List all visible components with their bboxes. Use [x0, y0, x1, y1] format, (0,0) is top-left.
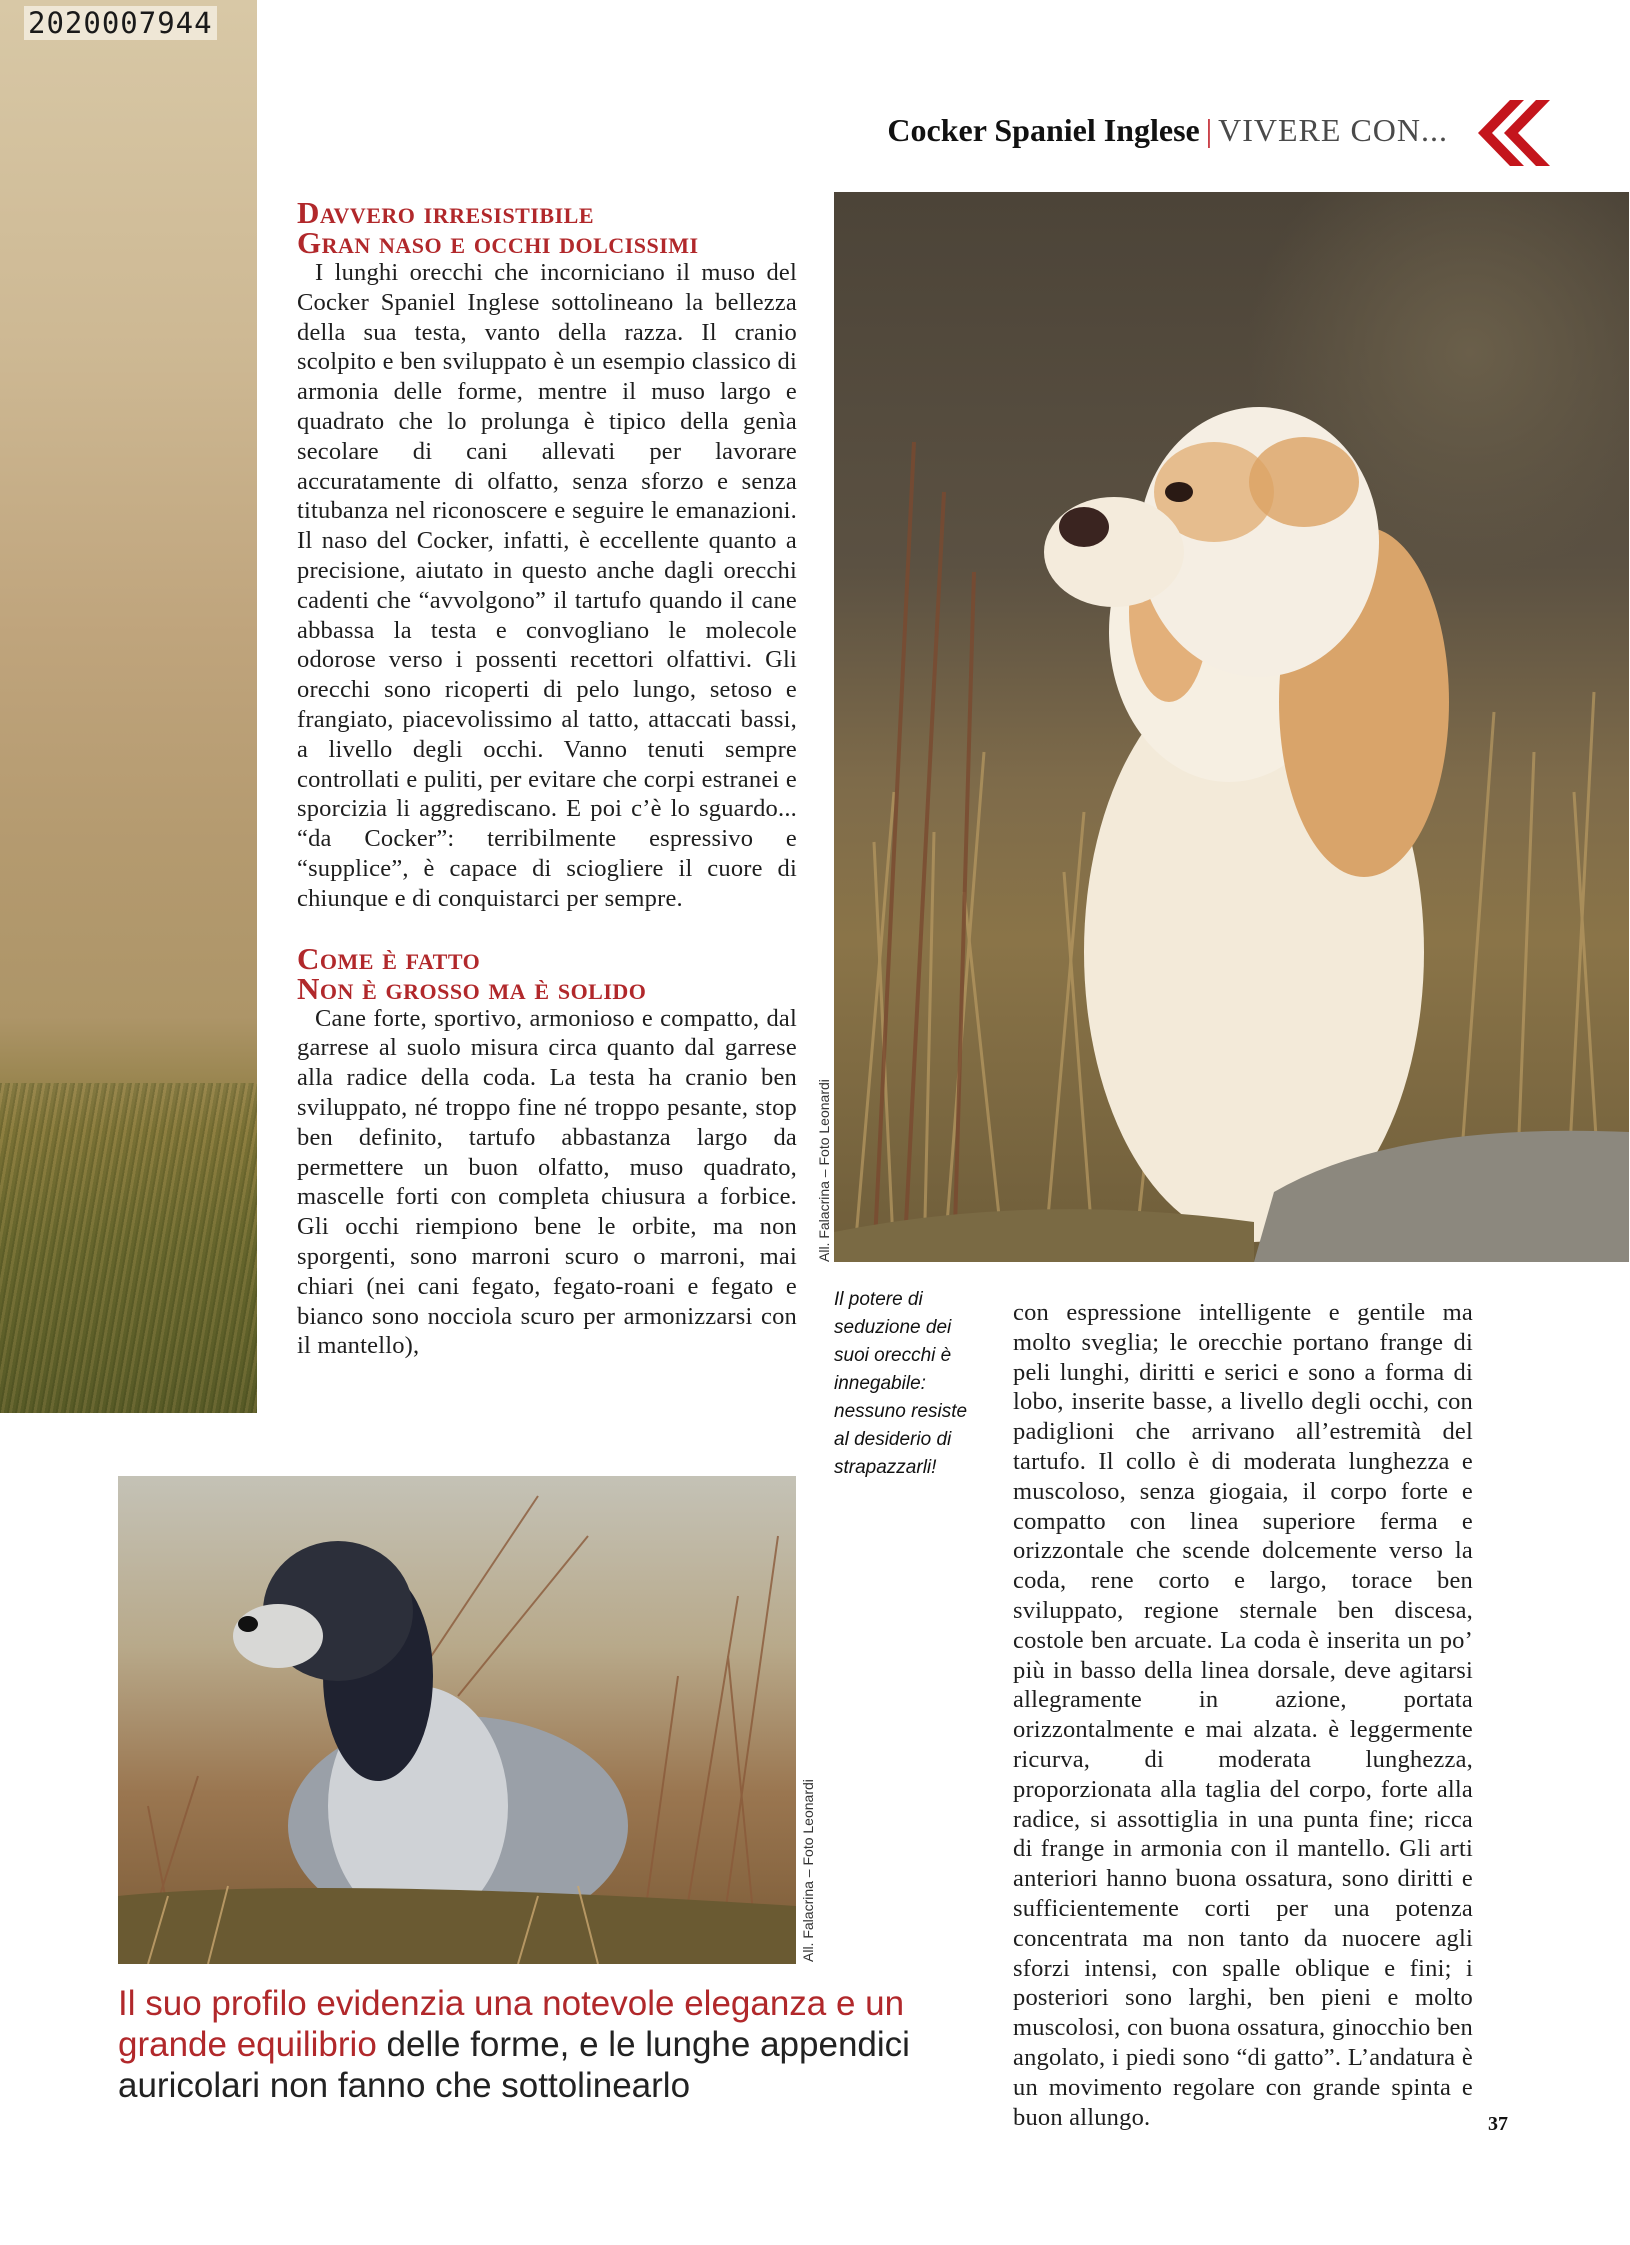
page-number: 37 — [1488, 2113, 1508, 2135]
main-photo-caption: Il potere di seduzione dei suoi orecchi è innegabile: nessuno resiste al desiderio di strapazzarli! — [834, 1289, 968, 1478]
section2-body: Cane forte, sportivo, armonioso e compatto, dal garrese al suolo misura circa quanto dal garrese alla radice della coda. La testa ha cranio ben sviluppato, né troppo fine né troppo pesante, stop ben definito, tartufo abbastanza largo da permettere un buon olfatto, muso quadrato, mascelle forti con completa chiusura a forbice. Gli occhi riempiono bene le orbite, ma non sporgenti, sono marroni scuro o marroni, mai chiari (nei cani fegato, fegato-roani e fegato e bianco sono nocciola scuro per armonizzarsi con il mantello), — [297, 1004, 797, 1360]
header-title: Cocker Spaniel Inglese — [887, 112, 1200, 148]
document-id: 2020007944 — [24, 6, 217, 40]
main-photo-credit: All. Falacrina – Foto Leonardi — [816, 1079, 832, 1262]
main-dog-photo — [834, 192, 1629, 1262]
right-text-column — [1013, 1298, 1473, 2132]
small-photo-caption — [118, 1983, 998, 2106]
header-separator: | — [1205, 112, 1213, 148]
section1-body: I lunghi orecchi che incorniciano il muso del Cocker Spaniel Inglese sottolineano la bellezza della sua testa, vanto della razza. Il cranio scolpito e ben sviluppato è un esempio classico di armonia delle forme, mentre il muso largo e quadrato che lo prolunga è tipico della genìa secolare di cani allevati per lavorare accuratamente di olfatto, senza sforzo e senza titubanza nel riconoscere e seguire le emanazioni. Il naso del Cocker, infatti, è eccellente quanto a precisione, aiutato in questo anche dagli orecchi cadenti che “avvolgono” il tartufo quando il cane abbassa la testa e convogliano le molecole odorose verso i possenti recettori olfattivi. Gli orecchi sono ricoperti di pelo lungo, setoso e frangiato, piacevolissimo al tatto, attaccati bassi, a livello degli occhi. Vanno tenuti sempre controllati e puliti, per evitare che corpi estranei e sporcizia li aggrediscano. E poi c’è lo sguardo... “da Cocker”: terribilmente espressivo e “supplice”, è capace di sciogliere il cuore di chiunque e di conquistarci per sempre. — [297, 259, 797, 912]
small-dog-photo — [118, 1476, 796, 1964]
section1-heading-line1: Davvero irresistibile — [297, 195, 594, 230]
caption-highlight: Il suo profilo evidenzia una notevole eleganza e un grande equilibrio — [118, 1984, 905, 2064]
blue-roan-cocker-illustration — [118, 1476, 796, 1964]
caption-rest: delle forme, e le lunghe appendici auricolari non fanno che sottolinearlo — [118, 2025, 910, 2105]
section1-heading-line2: Gran naso e occhi dolcissimi — [297, 225, 699, 260]
running-header — [887, 112, 1448, 149]
orange-white-cocker-illustration — [834, 192, 1629, 1262]
section2-heading-line2: Non è grosso ma è solido — [297, 970, 647, 1006]
section2-heading-line1: Come è fatto — [297, 940, 481, 976]
header-section: VIVERE CON... — [1218, 112, 1448, 148]
left-text-column — [297, 195, 797, 1361]
small-photo-credit: All. Falacrina – Foto Leonardi — [800, 1779, 816, 1962]
double-chevron-left-icon — [1470, 100, 1552, 166]
section2-continuation: con espressione intelligente e gentile ma molto sveglia; le orecchie portano frange di peli lunghi, diritti e serici e sono a forma di lobo, inserite basse, a livello degli occhi, con padiglioni che arrivano all’estremità del tartufo. Il collo è di moderata lunghezza e muscoloso, senza giogaia, il corpo forte e compatto con linea superiore ferma e orizzontale che scende dolcemente verso la coda, rene corto e largo, torace ben sviluppato, regione sternale ben discesa, costole ben arcuate. La coda è inserita un po’ più in basso della linea dorsale, deve agitarsi allegramente in azione, portata orizzontalmente e mai alzata. è leggermente ricurva, di moderata lunghezza, proporzionata alla taglia del corpo, forte alla radice, si assottiglia in una punta fine; ricca di frange in armonia con il mantello. Gli arti anteriori hanno buona ossatura, sono diritti e sufficientemente corti per una potenza concentrata ma non tanto da nuocere agli sforzi intensi, con spalle oblique e fini; i posteriori sono larghi, ben pieni e molto muscolosi, con buona ossatura, ginocchio ben angolato, i piedi sono “di gatto”. L’andatura è un movimento regolare con grande spinta e buon allungo. — [1013, 1299, 1473, 2131]
left-background-photo-strip — [0, 0, 257, 1413]
